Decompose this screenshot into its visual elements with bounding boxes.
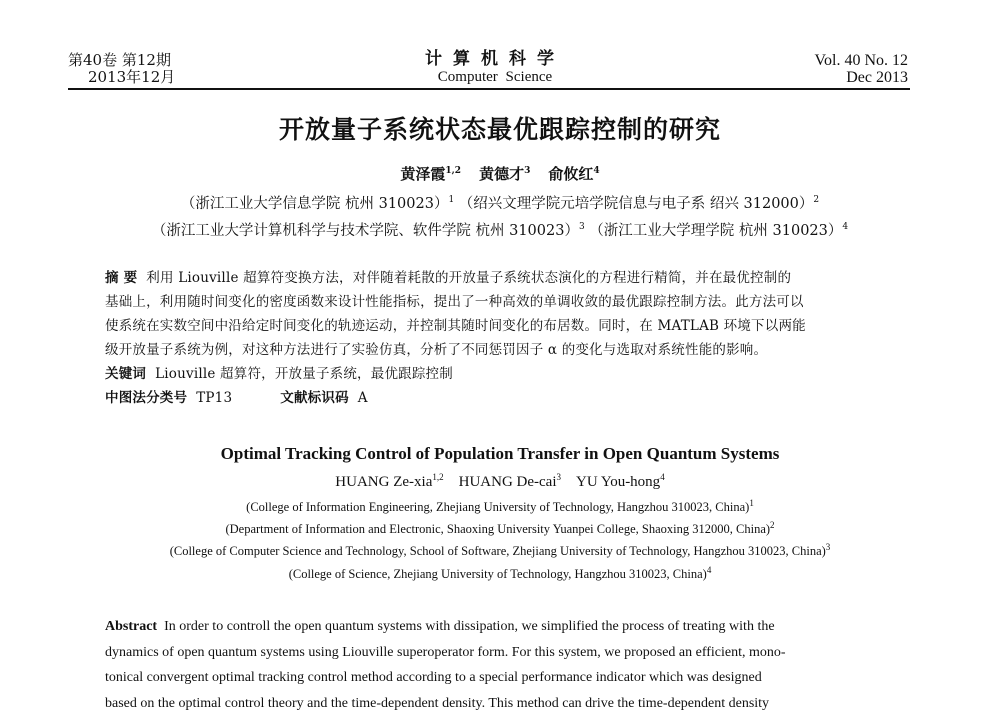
affiliation-en-3-text: (College of Computer Science and Technology, School of Software, Zhejiang University of Technology, Hangzhou 310023, China) (170, 544, 826, 558)
doc-code-label: 文献标识码 (280, 390, 349, 406)
journal-volume-en (790, 52, 908, 86)
issue-date-cn: 2013年12月 (68, 69, 175, 86)
abstract-cn-text-1: 利用 Liouville 超算符变换方法，对伴随着耗散的开放量子系统状态演化的方程进行精简，并在最优控制的 (146, 270, 791, 286)
abstract-cn-line-1 (105, 266, 895, 290)
author-3-cn-sup: 4 (593, 166, 599, 176)
abstract-en-line-1 (105, 614, 895, 640)
affiliation-en-4 (0, 567, 1000, 582)
affiliation-en-2-text: (Department of Information and Electronic, Shaoxing University Yuanpei College, Shaoxing 312000, China) (225, 522, 770, 536)
affiliation-cn-1-sup: 1 (448, 195, 454, 205)
volume-en: Vol. 40 No. 12 (790, 52, 908, 69)
keywords-cn-label: 关键词 (105, 366, 146, 382)
authors-en (0, 474, 1000, 491)
author-2-en: HUANG De-cai (459, 474, 557, 490)
abstract-en-line-2: dynamics of open quantum systems using Liouville superoperator form. For this system, we proposed an efficient, mono- (105, 640, 895, 666)
doc-code: A (358, 390, 368, 406)
affiliation-en-4-text: (College of Science, Zhejiang University of Technology, Hangzhou 310023, China) (289, 567, 707, 581)
affiliation-en-3 (0, 544, 1000, 559)
author-3-en-sup: 4 (660, 472, 665, 482)
abstract-cn-label: 摘 要 (105, 270, 137, 286)
affiliation-en-4-sup: 4 (707, 565, 712, 575)
classification-cn (105, 386, 895, 410)
abstract-cn (105, 266, 895, 410)
affiliation-en-1-text: (College of Information Engineering, Zhejiang University of Technology, Hangzhou 310023, China) (246, 500, 749, 514)
authors-cn (0, 163, 1000, 184)
abstract-en-label: Abstract (105, 619, 157, 634)
paper-title-en: Optimal Tracking Control of Population Transfer in Open Quantum Systems (0, 444, 1000, 464)
author-1-en: HUANG Ze-xia (335, 474, 432, 490)
clc-code: TP13 (196, 390, 232, 406)
journal-name-cn: 计算机科学 (425, 50, 565, 69)
author-2-cn: 黄德才 (479, 165, 524, 183)
date-en: Dec 2013 (790, 69, 908, 86)
affiliations-cn-line-1 (0, 192, 1000, 213)
affiliation-en-1 (0, 500, 1000, 515)
abstract-cn-line-4: 级开放量子系统为例，对这种方法进行了实验仿真，分析了不同惩罚因子 α 的变化与选取对系统性能的影响。 (105, 338, 895, 362)
author-2-en-sup: 3 (557, 472, 562, 482)
journal-volume-info (68, 52, 175, 86)
author-3-cn: 俞攸红 (548, 165, 593, 183)
abstract-en-line-4: based on the optimal control theory and the time-dependent density. This method can drive the time-dependent density (105, 691, 895, 716)
keywords-cn (105, 362, 895, 386)
header-rule (68, 88, 910, 90)
abstract-cn-line-3: 使系统在实数空间中沿给定时间变化的轨迹运动，并控制其随时间变化的布居数。同时，在 MATLAB 环境下以两能 (105, 314, 895, 338)
abstract-en-text-1: In order to controll the open quantum systems with dissipation, we simplified the process of treating with the (164, 619, 774, 634)
abstract-cn-line-2: 基础上，利用随时间变化的密度函数来设计性能指标，提出了一种高效的单调收敛的最优跟踪控制方法。此方法可以 (105, 290, 895, 314)
affiliation-en-2 (0, 522, 1000, 537)
author-3-en: YU You-hong (576, 474, 660, 490)
affiliation-cn-1: （浙江工业大学信息学院 杭州 310023） (181, 196, 449, 212)
journal-name-en: Computer Science (425, 69, 565, 86)
affiliation-cn-2-sup: 2 (813, 195, 819, 205)
affiliation-cn-3-sup: 3 (579, 222, 585, 232)
author-2-cn-sup: 3 (524, 166, 530, 176)
author-1-cn-sup: 1,2 (445, 166, 461, 176)
affiliation-cn-2: （绍兴文理学院元培学院信息与电子系 绍兴 312000） (459, 196, 814, 212)
author-1-cn: 黄泽霞 (400, 165, 445, 183)
clc-label: 中图法分类号 (105, 390, 187, 406)
affiliation-en-2-sup: 2 (770, 520, 775, 530)
affiliation-en-3-sup: 3 (826, 542, 831, 552)
author-1-en-sup: 1,2 (432, 472, 443, 482)
affiliation-cn-4-sup: 4 (842, 222, 848, 232)
affiliations-cn-line-2 (0, 219, 1000, 240)
affiliation-en-1-sup: 1 (749, 498, 754, 508)
abstract-en (105, 614, 895, 716)
paper-title-cn: 开放量子系统状态最优跟踪控制的研究 (0, 110, 1000, 146)
journal-name (425, 50, 565, 86)
affiliation-cn-3: （浙江工业大学计算机科学与技术学院、软件学院 杭州 310023） (152, 223, 579, 239)
keywords-cn-text: Liouville 超算符，开放量子系统，最优跟踪控制 (155, 366, 453, 382)
volume-issue: 第40卷 第12期 (68, 52, 175, 69)
abstract-en-line-3: tonical convergent optimal tracking control method according to a special performance indicator which was designed (105, 665, 895, 691)
affiliation-cn-4: （浙江工业大学理学院 杭州 310023） (589, 223, 842, 239)
